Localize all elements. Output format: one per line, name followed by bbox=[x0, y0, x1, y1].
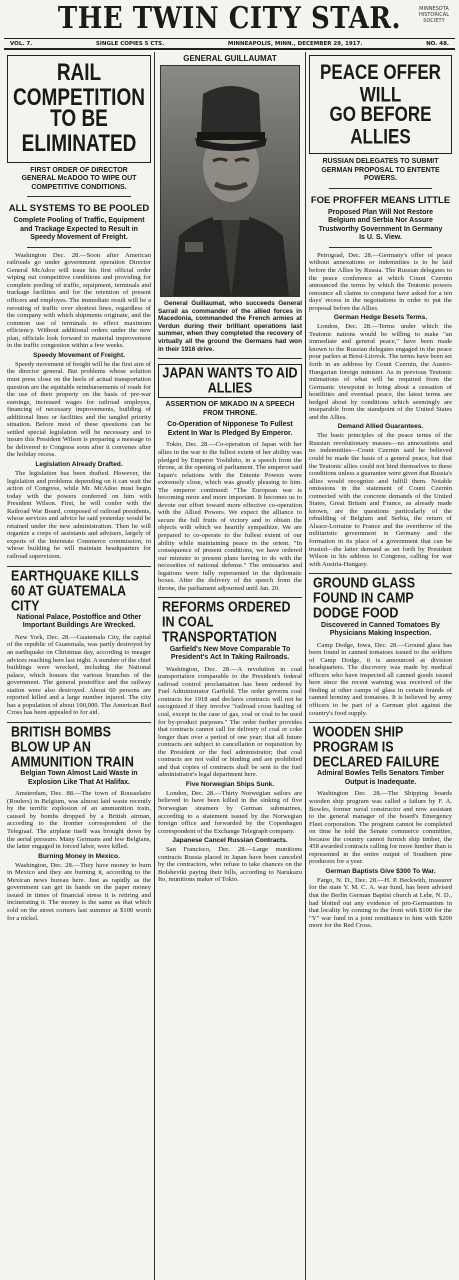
headline-glass: GROUND GLASS FOUND IN CAMP DODGE FOOD bbox=[313, 575, 416, 622]
headline-box-japan bbox=[158, 364, 302, 398]
subhead: Burning Money in Mexico. bbox=[38, 852, 120, 860]
headline-bombs: BRITISH BOMBS BLOW UP AN AMMUNITION TRAIN bbox=[11, 723, 134, 771]
issue-number: NO. 48. bbox=[426, 40, 449, 47]
column-center bbox=[154, 52, 305, 1280]
subhead: Speedy Movement of Freight. bbox=[33, 351, 125, 359]
article-body: London, Dec. 28.—Thirty Norwegian sailors are believed to have been killed in the sinking of five Norwegian steamers by German submarines, according to a statement issued by the Norwegian foreign office and forwarded by the Copenhagen correspondent of the Exchange Telegraph company. bbox=[158, 789, 302, 835]
article-body: San Francisco, Dec. 28.—Large munitions contracts Russia placed in Japan have been canceled by the contractors, who refuse to take chances on the Bolsheviki paying their bills, according to Narukazu Ito, munitions maker of Tokio. bbox=[158, 846, 302, 884]
article-body: Amsterdam, Dec. 88.—The town of Rousselaire (Roulers) in Belgium, was almost laid waste recently by the terrific explosion of an ammunition train, caused by bombs dropped by a British airman, according to the frontier correspondent of the Telegraaf. The airplane itself was brought down by the aerial pressure. Many Germans and few Belgians, the latter engaged in forced labor, were killed. bbox=[7, 790, 151, 851]
deck-pooled: Complete Pooling of Traffic, Equipment and Trackage Expected to Result in Speedy Movement of Freight. bbox=[13, 217, 145, 242]
article-body: Fargo, N. D., Dec. 28.—H. P. Beckwith, treasurer for the state Y. M. C. A. war fund, has been advised that the Berlin German Baptist church at Lehr, N. D., had blotted out any evidence of pro-Germanism in that locality by coming to the front with $100 for the "Y" war fund in a joint remittance to him with $200 more for the Red Cross. bbox=[309, 876, 452, 930]
deck-rail: FIRST ORDER OF DIRECTOR GENERAL McADOO TO WIPE OUT COMPETITIVE CONDITIONS. bbox=[21, 166, 137, 191]
divider bbox=[329, 247, 432, 248]
newspaper-title: THE TWIN CITY STAR. bbox=[57, 1, 402, 37]
headline-rail-1: RAIL COMPETITION bbox=[13, 59, 145, 111]
photo-caption: General Guillaumat, who succeeds General Sarrail as commander of the allied forces in Macedonia, commanded the French armies at Verdun during their brilliant operations last summer, when they completed the recovery of virtually all the ground the Germans had won in their 1916 drive. bbox=[158, 300, 302, 353]
volume-number: VOL. 7. bbox=[10, 40, 33, 47]
columns bbox=[4, 52, 455, 1280]
deck-earthquake: National Palace, Postoffice and Other Important Buildings Are Wrecked. bbox=[16, 613, 142, 630]
deck-japan: ASSERTION OF MIKADO IN A SPEECH FROM THRONE. bbox=[165, 401, 295, 417]
divider bbox=[27, 247, 131, 248]
article-body: Washington Dec. 28.—Soon after American railroads go under government operation Director General McAdoo will issue his first official order wiping out competitive conditions and providing for complete pooling of traffic, equipment, terminals and trackage facilities and for the retention of present officers and employes. The immediate result will be a rerouting of traffic over shortest lines, regardless of the company with which shipments originate, and the common use of terminals to effect maximum efficiency. Without additional orders under the new plan, officials look forward to material improvement in the traffic congestion within a few weeks. bbox=[7, 251, 151, 350]
divider bbox=[27, 196, 131, 197]
place-date: MINNEAPOLIS, MINN., DECEMBER 29, 1917. bbox=[227, 40, 363, 47]
article-body: Tokio, Dec. 28.—Co-operation of Japan with her allies in the war to the fullest extent of her ability was pledged by Emperor Yoshihito, in a speech from the throne, at the opening of parliament. The emperor said Japan's relations with the Entente Powers were extremely close, which was greatly pleasing to him. The emperor continued: "The European war is becoming more and more important. It becomes us to devote our effort toward more effective co-operation with the Allied Powers. We expect the alliance to secure the full fruits of victory and to obtain the objects with which we heartily sympathize. We are prepared to co-operate to the fullest extent of our ability while maintaining peace in the orient. "In consequence of present conditions, we have ordered our minister to present plans having to do with the necessities of national defense." The emissaries and legations were fully represented in the diplomatic boxes. After the delivery of the speech from the throne, the parliament adjourned until Jan. 20. bbox=[158, 441, 302, 592]
column-left bbox=[4, 52, 154, 1280]
portrait-photo bbox=[160, 65, 300, 297]
article-body: The legislation has been drafted. However, the legislation and problems depending on it can wait the action of Congress, while Mr. McAdoo must begin today with the powers conferred on him with President Wilson. First, he will confer with the Railroad War Board, composed of railroad presidents, whose services and advice he said yesterday would be retained under the new administration. Then he will organize a corps of assistants and advisers, largely of experts of the Interstate Commerce commission, in whose building he will maintain headquarters for railroad supervision. bbox=[7, 469, 151, 560]
price: SINGLE COPIES 5 CTS. bbox=[95, 40, 165, 47]
article-body: Speedy movement of freight will be the first aim of the director general. But problems whose solution must press close on the heels of actual transportation question are the equitable reimbursements of roads for the use of their property on the basis of pre-war earnings, increased wages for railroad employes, financing of necessary improvements, building of additional lines or facilities and the tangled priority situation. Before most of these questions can be settled special legislation will be necessary and to insure this President Wilson is preparing a message to be delivered to Congress soon after it convenes after the holiday recess. bbox=[7, 360, 151, 459]
deck-glass: Discovered in Canned Tomatoes By Physicians Making Inspection. bbox=[321, 621, 440, 638]
column-right bbox=[305, 52, 455, 1280]
section-head-pooled: ALL SYSTEMS TO BE POOLED bbox=[8, 203, 150, 215]
portrait-image bbox=[161, 66, 300, 297]
deck-coal: Garfield's New Move Comparable To President's Act In Taking Railroads. bbox=[169, 645, 291, 662]
dateline-bar bbox=[4, 38, 455, 50]
article-body: Petrograd, Dec. 28.—Germany's offer of peace without annexations or indemnities is to be laid before the Allies by Russia. The Russian delegates to the peace conference at which Count Czernin announced the terms by which the Teutonic powers renounce all claims to conquest have asked for a ten days' recess in the negotiations in order to put the proposal before the Allies. bbox=[309, 251, 452, 312]
divider bbox=[7, 566, 151, 567]
subhead: Five Norwegian Ships Sunk. bbox=[185, 780, 275, 788]
headline-box-rail bbox=[7, 55, 151, 163]
headline-earthquake: EARTHQUAKE KILLS 60 AT GUATEMALA CITY bbox=[11, 567, 139, 614]
article-body: New York, Dec. 28.—Guatemala City, the capital of the republic of Guatemala, was partly destroyed by an earthquake on Christmas day, according to meager advices reaching here last night. A number of the chief buildings were wrecked, including the National palace, which houses the various branches of the government. The general postoffice and the railway station were also destroyed. About 60 persons are reported killed and a large number injured. The city has a population of about 100,000. The American Red Cross has been appealed to for aid. bbox=[7, 633, 151, 717]
subhead: Japanese Cancel Russian Contracts. bbox=[172, 837, 288, 845]
deck-japan-2: Co-Operation of Nipponese To Fullest Extent In War Is Pledged By Emperor. bbox=[167, 421, 293, 437]
deck-ship: Admiral Bowles Tells Senators Timber Output is Inadequate. bbox=[317, 770, 444, 786]
library-stamp: MINNESOTA HISTORICAL SOCIETY bbox=[418, 6, 449, 24]
divider bbox=[7, 722, 151, 723]
article-body: Camp Dodge, Iowa, Dec. 28.—Ground glass has been found in canned tomatoes issued to the soldiers of Camp Dodge, it is announced at division headquarters. The discovery was made by medical officers who have inspected all canned goods issued here since the recent warning was received of the finding at other camps of glass in certain brands of canned hominy and tomatoes. It is believed by army officers to be part of a German plot against the country's food supply. bbox=[309, 641, 452, 717]
article-body: Washington, Dec. 28.—A revolution in coal transportation comparable to the President's federal railroad control proclamation has been ordered by Fuel Administrator Garfield. The order governs coal contracts for 1918 and declares contracts will not be recognized if they involve "railroad cross hauling of coal, except in the case of gas, coal or coal to be used for by-product purposes." The order further provides that contracts cannot call for delivery of coal or coke longer than over a period of one year; that all future contracts are subject to cancellation or requisition by the President or the fuel administrator; that coal contracts are not valid or binding and are prohibited and that copies of contracts shall be sent to the fuel administrator's legal department here. bbox=[158, 665, 302, 779]
headline-peace-1: PEACE OFFER WILL bbox=[320, 60, 441, 107]
headline-ship: WOODEN SHIP PROGRAM IS DECLARED FAILURE bbox=[313, 723, 440, 771]
deck-foe: Proposed Plan Will Not Restore Belgium and Serbia Nor Assure Trustworthy Government In Germany Is U. S. View. bbox=[318, 208, 443, 242]
headline-box-peace bbox=[309, 55, 452, 154]
article-body: Washington, Dec. 28.—They have money to burn in Mexico and they are burning it, according to the Mexican news bureau here. Just as rapidly as the government can get its hands on the paper money issued in times of financial stress it is retiring and incinerating it. The money is the same as that which sold on the street corners last summer at $100 worth for a nickel. bbox=[7, 861, 151, 922]
headline-coal: REFORMS ORDERED IN COAL TRANSPORTATION bbox=[162, 599, 291, 646]
article-body: The basic principles of the peace terms of the Russian revolutionary masses—no annexations and no indemnities—Count Czernin said he believed could be made the basis of a general peace, but that the Teutonic allies could not bind themselves to these conditions unless a guarantee were given that Russia's allies would recognize and fulfill them. Notable omissions in the statement of Count Czernin connected with the concrete demands of the United States, Great Britain and France, as already made known, are the questions particularly of the rebuilding of Belgium and Serbia, the return of Alsace-Lorraine to France and the overthrow of the militaristic government in Germany and the formation in its place of a government that can be trusted—the latter demand as set forth by President Wilson in his address to Congress, calling for war with Austria-Hungary. bbox=[309, 432, 452, 568]
section-head-foe: FOE PROFFER MEANS LITTLE bbox=[310, 194, 451, 206]
divider bbox=[309, 722, 452, 723]
headline-japan: JAPAN WANTS TO AID ALLIES bbox=[162, 365, 298, 397]
subhead: German Hedge Besets Terms. bbox=[333, 314, 428, 322]
headline-peace-2: GO BEFORE ALLIES bbox=[329, 101, 432, 149]
masthead bbox=[4, 0, 455, 38]
subhead: German Baptists Give $300 To War. bbox=[325, 867, 436, 875]
article-body: Washington Dec. 28.—The Shipping boards wooden ship program was called a failure by F. A. Bowles, former naval constructor and now assistant to the general manager of the board's Emergency Fleet corporation. The program cannot be completed on time he told the Senate commerce committee, because the country cannot furnish ship timber, the 458 awarded contracts calling for more lumber than is represented in the entire output of Southern pine producers for a year. bbox=[309, 790, 452, 866]
photo-label: GENERAL GUILLAUMAT bbox=[183, 54, 277, 63]
divider bbox=[329, 188, 432, 189]
divider bbox=[158, 358, 302, 359]
headline-rail-2: TO BE ELIMINATED bbox=[21, 105, 137, 157]
subhead: Legislation Already Drafted. bbox=[35, 460, 123, 468]
article-body: London, Dec. 28.—Terms under which the Teutonic nations would be willing to make "an immediate and general peace," have been made known to the Russian delegates engaged in the peace pour parlers at Brest-Litovsk. The terms have been set forth in an address by Count Czernin, the Austro-Hungarian foreign minister. As in previous Teutonic intimations of what will be required from the Germanic viewpoint to bring about a cessation of hostilities and eventual peace, the latest terms are hedged about by conditions which seemingly are inseparable from the standpoint of the United States and the Allies. bbox=[309, 323, 452, 421]
subhead: Demand Allied Guarantees. bbox=[337, 423, 424, 431]
deck-bombs: Belgian Town Almost Laid Waste in Explosion Like That At Halifax. bbox=[20, 770, 138, 786]
deck-peace: RUSSIAN DELEGATES TO SUBMIT GERMAN PROPOSAL TO ENTENTE POWERS. bbox=[321, 158, 440, 183]
